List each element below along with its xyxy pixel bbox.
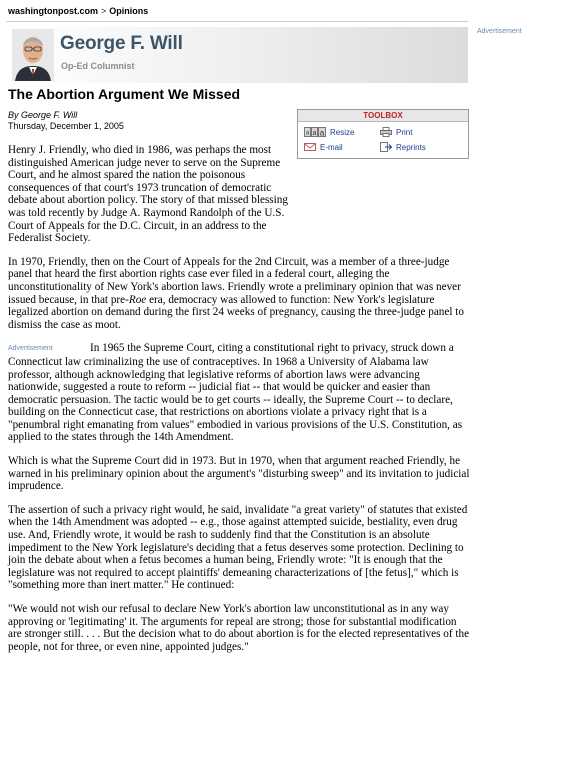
author-portrait xyxy=(12,29,54,81)
resize-icon xyxy=(304,127,326,137)
reprints-label: Reprints xyxy=(396,142,426,152)
advertisement-label-top: Advertisement xyxy=(477,28,522,35)
publish-date: Thursday, December 1, 2005 xyxy=(8,121,124,131)
roe-italic: Roe xyxy=(128,293,147,306)
breadcrumb-separator: > xyxy=(101,6,107,16)
paragraph-2-text-b: era, democracy was allowed to function: New York's legislature legalized abortion on demand during the first 24 weeks of pregnancy, causing the three-judge panel to dismiss the case as moot. xyxy=(8,293,464,331)
svg-text:a: a xyxy=(312,130,317,137)
paragraph-4: Which is what the Supreme Court did in 1973. But in 1970, when that argument reached Friendly, he warned in his preliminary opinion about the argument's "disturbing sweep" and its invitation to judicial imprudence. xyxy=(8,455,470,493)
paragraph-5: The assertion of such a privacy right would, he said, invalidate "a great variety" of statutes that existed when the 14th Amendment was adopted -- e.g., those against attempted suicide, bestiality, even drug use. And, Friendly wrote, it would be rash to suddenly find that the Constitution is an absolute impediment to the New York legislature's deciding that a fetus deserves some protection. Declining to join the debate about when a fetus becomes a human being, Friendly wrote: "It is enough that the legislature was not required to accept plaintiffs' demeaning characterizations of [the fetus]," which is "something more than inert matter." He continued: xyxy=(8,503,468,592)
print-button[interactable] xyxy=(380,127,412,137)
paragraph-6: "We would not wish our refusal to declare New York's abortion law unconstitutional as in any way approving or 'legitimating' it. The arguments for repeal are strong; those for substantial modification are stronger still. . . . But the decision what to do about abortion is for the elected representatives of the people, not for three, or even nine, appointed judges." xyxy=(8,603,470,653)
author-role: Op-Ed Columnist xyxy=(61,61,135,71)
nav-divider xyxy=(6,21,468,22)
paragraph-2 xyxy=(8,256,470,332)
author-name: George F. Will xyxy=(60,33,183,54)
email-label: E-mail xyxy=(320,142,343,152)
paragraph-3-text: In 1965 the Supreme Court, citing a constitutional right to privacy, struck down a Connecticut law criminalizing the use of contraceptives. In 1968 a University of Alabama law professor, although acknowledging that legislative reforms of abortion laws were advancing nationwide, suggested a route to reform -- judicial fiat -- that would be quicker and easier than democratic persuasion. The tactic would be to get courts -- ideally, the Supreme Court -- to declare, building on the Connecticut case, that restrictions on abortions violate a privacy right that is a "penumbral right emanating from values" embodied in various provisions of the U.S. Constitution, as applied to the states through the 14th Amendment. xyxy=(8,342,463,444)
paragraph-1 xyxy=(8,144,470,245)
resize-label: Resize xyxy=(330,127,355,137)
article-body xyxy=(8,144,470,664)
paragraph-2-text-a: In 1970, Friendly, then on the Court of Appeals for the 2nd Circuit, was a member of a three-judge panel that heard the first abortion rights case ever filed in a federal court, alleging the unconstitutionality of New York's abortion laws. Friendly wrote a preliminary opinion that was never issued because, in that pre- xyxy=(8,255,461,306)
print-label: Print xyxy=(396,127,413,137)
article-headline: The Abortion Argument We Missed xyxy=(8,86,241,102)
byline: By George F. Will xyxy=(8,110,78,120)
section-link[interactable]: Opinions xyxy=(109,6,149,16)
printer-icon xyxy=(380,127,392,137)
paragraph-1-text: Henry J. Friendly, who died in 1986, was perhaps the most distinguished American judge never to serve on the Supreme Court, and he almost spared the nation the poisonous consequences of that court's 1973 truncation of democratic debate about abortion policy. The story of that missed blessing was told recently by Judge A. Raymond Randolph of the U.S. Court of Appeals for the D.C. Circuit, in an address to the Federalist Society. xyxy=(8,144,288,245)
columnist-banner xyxy=(8,27,468,83)
svg-text:a: a xyxy=(305,130,310,137)
resize-button[interactable] xyxy=(304,127,354,137)
svg-text:a: a xyxy=(319,128,325,137)
byline-block xyxy=(8,110,124,132)
site-link[interactable]: washingtonpost.com xyxy=(8,6,98,16)
toolbox-title: TOOLBOX xyxy=(298,110,468,122)
advertisement-label-inline: Advertisement xyxy=(8,345,53,353)
top-breadcrumb xyxy=(8,6,148,16)
paragraph-3 xyxy=(8,342,470,444)
